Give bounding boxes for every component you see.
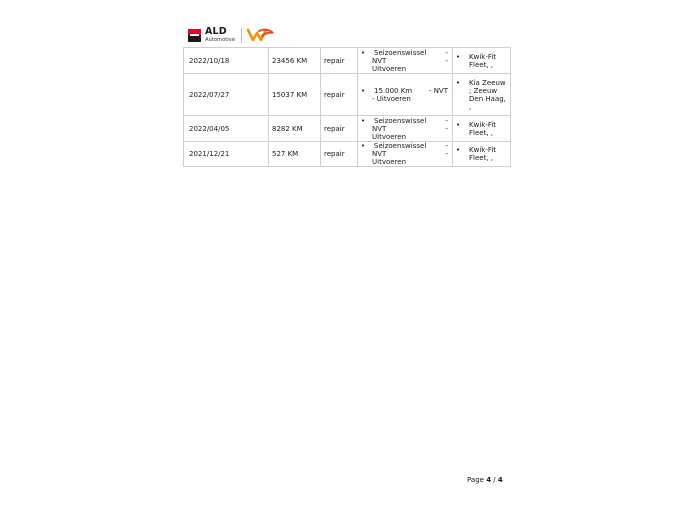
page-separator: /	[493, 476, 496, 484]
operation-cell	[358, 116, 453, 142]
shop-name: Kia Zeeuw ; Zeeuw Den Haag, ,	[469, 78, 506, 111]
mileage-cell: 8282 KM	[269, 116, 321, 142]
shop-name: Kwik-Fit Fleet, ,	[469, 120, 497, 137]
shop-name: Kwik-Fit Fleet, ,	[469, 52, 497, 69]
operation-dash: -	[445, 150, 448, 158]
ald-logo-subtitle: Automotive	[205, 36, 236, 43]
date-cell: 2022/07/27	[184, 74, 269, 116]
operation-action: Uitvoeren	[372, 158, 407, 166]
type-cell: repair	[321, 142, 358, 167]
operation-status: NVT	[372, 56, 387, 65]
table-row	[184, 48, 511, 74]
header-logos	[188, 26, 275, 44]
current-page: 4	[486, 476, 492, 484]
operation-name: Seizoenswissel	[374, 116, 427, 125]
page-number	[467, 476, 503, 484]
shop-cell	[453, 116, 511, 142]
operation-status: - NVT	[428, 86, 448, 95]
date-cell: 2022/04/05	[184, 116, 269, 142]
ald-logo-text	[205, 27, 235, 43]
operation-action: - Uitvoeren	[372, 94, 411, 103]
table-row	[184, 74, 511, 116]
operation-name: Seizoenswissel	[374, 48, 427, 57]
shop-cell	[453, 48, 511, 74]
page-label: Page	[467, 476, 484, 484]
maintenance-history-table	[183, 47, 511, 167]
mileage-cell: 15037 KM	[269, 74, 321, 116]
bullet-icon: •	[456, 120, 461, 129]
operation-cell	[358, 74, 453, 116]
type-cell: repair	[321, 116, 358, 142]
bullet-icon: •	[456, 146, 461, 154]
operation-cell	[358, 142, 453, 167]
operation-status: NVT	[372, 124, 387, 133]
shop-cell	[453, 142, 511, 167]
logo-divider	[241, 28, 242, 43]
date-cell: 2022/10/18	[184, 48, 269, 74]
total-pages: 4	[497, 476, 503, 484]
bullet-icon: •	[361, 116, 366, 125]
operation-dash: -	[445, 56, 448, 65]
operation-dash: -	[445, 124, 448, 133]
operation-action: Uitvoeren	[372, 132, 407, 141]
bullet-icon: •	[361, 48, 366, 57]
type-cell: repair	[321, 74, 358, 116]
shop-name: Kwik-Fit Fleet, ,	[469, 146, 497, 162]
type-cell: repair	[321, 48, 358, 74]
mileage-cell: 23456 KM	[269, 48, 321, 74]
operation-cell	[358, 48, 453, 74]
table-row	[184, 142, 511, 167]
leaseplan-logo-icon	[247, 27, 275, 43]
ald-logo-mark-icon	[188, 29, 201, 42]
bullet-icon: •	[456, 52, 461, 61]
mileage-cell: 527 KM	[269, 142, 321, 167]
bullet-icon: •	[361, 142, 366, 150]
table-row	[184, 116, 511, 142]
bullet-icon: •	[361, 86, 366, 95]
operation-name: 15.000 Km	[374, 86, 413, 95]
operation-action: Uitvoeren	[372, 64, 407, 73]
ald-logo-title: ALD	[205, 26, 227, 38]
operation-dash: -	[445, 116, 448, 125]
operation-dash: -	[445, 48, 448, 57]
operation-dash: -	[445, 142, 448, 150]
bullet-icon: •	[456, 78, 461, 87]
operation-status: NVT	[372, 150, 387, 158]
date-cell: 2021/12/21	[184, 142, 269, 167]
operation-name: Seizoenswissel	[374, 142, 427, 150]
shop-cell	[453, 74, 511, 116]
